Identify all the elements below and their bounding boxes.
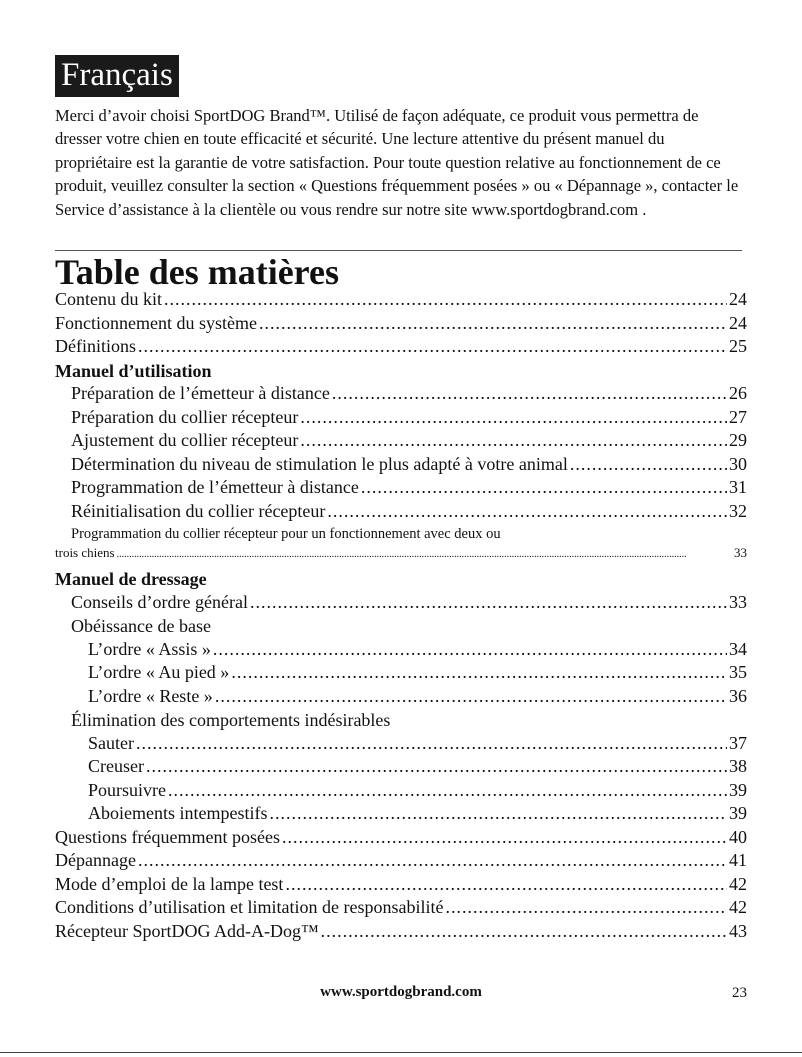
toc-entry-page: 39 xyxy=(729,803,747,823)
toc-entry-prog-collier-line2[interactable] xyxy=(55,545,747,568)
toc-entry-creuser[interactable] xyxy=(55,756,747,780)
toc-entry-page: 42 xyxy=(729,897,747,917)
page-number: 23 xyxy=(732,985,747,1001)
toc-entry-page: 33 xyxy=(729,591,747,612)
toc-entry-questions[interactable] xyxy=(55,827,747,851)
toc-entry-page: 41 xyxy=(729,850,747,870)
toc-entry-poursuivre[interactable] xyxy=(55,780,747,804)
leader-dots xyxy=(213,639,727,660)
toc-entry-page: 33 xyxy=(734,545,747,560)
leader-dots xyxy=(259,313,727,334)
toc-entry-fonctionnement[interactable] xyxy=(55,313,747,337)
toc-entry-label: Définitions xyxy=(55,336,136,356)
toc-entry-label: Mode d’emploi de la lampe test xyxy=(55,873,284,894)
toc-entry-page: 40 xyxy=(729,826,747,847)
leader-dots xyxy=(570,454,727,475)
leader-dots xyxy=(138,336,727,357)
toc-entry-page: 37 xyxy=(729,732,747,753)
language-heading: Français xyxy=(55,55,179,97)
toc-section-manuel-dressage: Manuel de dressage xyxy=(55,569,207,589)
toc-entry-page: 26 xyxy=(729,383,747,403)
toc-entry-label: Programmation de l’émetteur à distance xyxy=(71,477,359,497)
toc-entry-determination[interactable] xyxy=(55,454,747,478)
toc-entry-page: 38 xyxy=(729,756,747,776)
toc-entry-label: Détermination du niveau de stimulation le plus adapté à votre animal xyxy=(71,453,568,474)
leader-dots xyxy=(327,501,727,522)
toc-entry-prog-collier-line1[interactable]: Programmation du collier récepteur pour un fonctionnement avec deux ou xyxy=(71,526,501,542)
leader-dots xyxy=(321,921,727,942)
toc-entry-programmation[interactable] xyxy=(55,477,747,501)
toc-entry-label: Creuser xyxy=(88,756,144,776)
toc-entry-label: Poursuivre xyxy=(88,779,166,800)
leader-dots xyxy=(168,780,727,801)
toc-entry-label: Ajustement du collier récepteur xyxy=(71,430,299,450)
toc-entry-conditions[interactable] xyxy=(55,897,747,921)
toc-entry-definitions[interactable] xyxy=(55,336,747,360)
toc-entry-page: 30 xyxy=(729,453,747,474)
leader-dots xyxy=(282,827,727,848)
toc-entry-label: Aboiements intempestifs xyxy=(88,803,268,823)
toc-entry-ajustement[interactable] xyxy=(55,430,747,454)
toc-entry-label: trois chiens xyxy=(55,545,115,560)
toc-entry-page: 35 xyxy=(729,662,747,682)
toc-entry-label: Dépannage xyxy=(55,850,136,870)
toc-entry-lampe[interactable] xyxy=(55,874,747,898)
toc-entry-label: Conseils d’ordre général xyxy=(71,591,248,612)
toc-entry-prep-emetteur[interactable] xyxy=(55,383,747,407)
toc-entry-page: 36 xyxy=(729,685,747,706)
leader-dots xyxy=(164,289,727,310)
leader-dots xyxy=(269,803,727,824)
toc-entry-label: L’ordre « Au pied » xyxy=(88,662,230,682)
toc-entry-label: Fonctionnement du système xyxy=(55,312,257,333)
toc-entry-reinitialisation[interactable] xyxy=(55,501,747,525)
leader-dots xyxy=(300,430,727,451)
toc-entry-page: 24 xyxy=(729,289,747,309)
toc-entry-reste[interactable] xyxy=(55,686,747,710)
leader-dots xyxy=(231,662,727,683)
toc-entry-page: 31 xyxy=(729,477,747,497)
toc-title: Table des matières xyxy=(55,252,339,292)
leader-dots xyxy=(215,686,727,707)
toc-entry-label: Conditions d’utilisation et limitation de responsabilité xyxy=(55,897,444,917)
toc-entry-aboiements[interactable] xyxy=(55,803,747,827)
toc-entry-assis[interactable] xyxy=(55,639,747,663)
table-of-contents xyxy=(55,289,747,944)
leader-dots xyxy=(136,733,727,754)
toc-entry-page: 27 xyxy=(729,406,747,427)
toc-entry-page: 29 xyxy=(729,430,747,450)
bottom-divider xyxy=(0,1052,802,1053)
toc-entry-page: 39 xyxy=(729,779,747,800)
toc-entry-page: 24 xyxy=(729,312,747,333)
toc-entry-recepteur[interactable] xyxy=(55,921,747,945)
toc-entry-label: L’ordre « Assis » xyxy=(88,638,211,659)
toc-entry-page: 25 xyxy=(729,336,747,356)
toc-entry-prep-collier[interactable] xyxy=(55,407,747,431)
toc-entry-depannage[interactable] xyxy=(55,850,747,874)
toc-entry-page: 32 xyxy=(729,500,747,521)
toc-entry-label: Contenu du kit xyxy=(55,289,162,309)
toc-group-elimination: Élimination des comportements indésirables xyxy=(71,710,391,730)
toc-group-obeissance: Obéissance de base xyxy=(71,616,211,636)
leader-dots xyxy=(138,850,727,871)
intro-paragraph: Merci d’avoir choisi SportDOG Brand™. Utilisé de façon adéquate, ce produit vous permettra de dresser votre chien en toute efficacité et sécurité. Une lecture attentive du présent manuel du propriétaire est la garantie de votre satisfaction. Pour toute question relative au fonctionnement de ce produit, veuillez consulter la section « Questions fréquemment posées » ou « Dépannage », contacter le Service d’assistance à la clientèle ou vous rendre sur notre site www.sportdogbrand.com . xyxy=(55,106,739,219)
toc-entry-page: 43 xyxy=(729,920,747,941)
toc-entry-sauter[interactable] xyxy=(55,733,747,757)
toc-entry-label: Réinitialisation du collier récepteur xyxy=(71,500,326,521)
toc-entry-label: Récepteur SportDOG Add-A-Dog™ xyxy=(55,920,319,941)
toc-entry-label: Questions fréquemment posées xyxy=(55,826,280,847)
toc-entry-au-pied[interactable] xyxy=(55,662,747,686)
footer-url[interactable]: www.sportdogbrand.com xyxy=(320,984,482,1000)
toc-entry-label: Préparation du collier récepteur xyxy=(71,406,299,427)
toc-entry-label: Préparation de l’émetteur à distance xyxy=(71,383,330,403)
leader-dots xyxy=(445,897,727,918)
toc-entry-page: 42 xyxy=(729,873,747,894)
leader-dots xyxy=(117,549,732,560)
toc-entry-conseils[interactable] xyxy=(55,592,747,616)
leader-dots xyxy=(250,592,727,613)
toc-entry-label: Sauter xyxy=(88,732,134,753)
toc-entry-contenu[interactable] xyxy=(55,289,747,313)
leader-dots xyxy=(361,477,727,498)
leader-dots xyxy=(146,756,727,777)
toc-entry-label: L’ordre « Reste » xyxy=(88,685,213,706)
leader-dots xyxy=(332,383,727,404)
toc-entry-page: 34 xyxy=(729,638,747,659)
leader-dots xyxy=(300,407,727,428)
toc-section-manuel-utilisation: Manuel d’utilisation xyxy=(55,360,212,381)
leader-dots xyxy=(285,874,727,895)
